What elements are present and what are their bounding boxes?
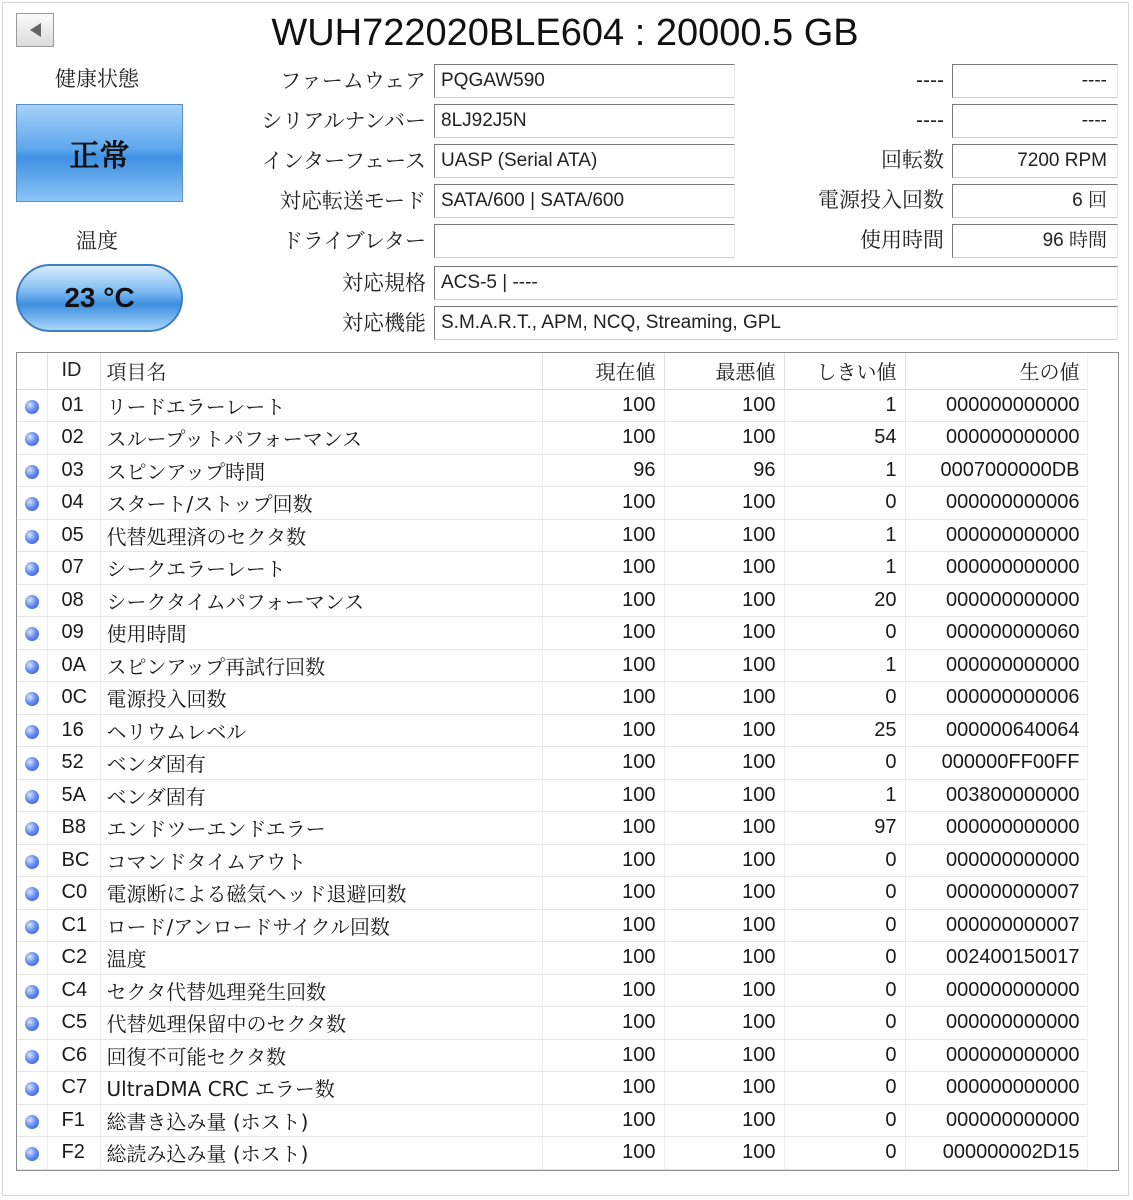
row-name: エンドツーエンドエラー xyxy=(100,812,542,845)
row-current: 100 xyxy=(542,617,664,650)
table-row[interactable] xyxy=(17,454,1088,487)
row-threshold: 1 xyxy=(784,389,905,422)
row-current: 100 xyxy=(542,942,664,975)
row-id: 04 xyxy=(47,487,100,520)
status-dot-icon xyxy=(17,1137,47,1170)
status-good-icon xyxy=(25,692,39,706)
standard-field: ACS-5 | ---- xyxy=(434,266,1118,300)
row-worst: 100 xyxy=(664,649,784,682)
table-row[interactable] xyxy=(17,747,1088,780)
status-dot-icon xyxy=(17,617,47,650)
row-name: UltraDMA CRC エラー数 xyxy=(100,1072,542,1105)
status-good-icon xyxy=(25,465,39,479)
row-current: 100 xyxy=(542,682,664,715)
status-good-icon xyxy=(25,1050,39,1064)
row-id: 09 xyxy=(47,617,100,650)
status-dot-icon xyxy=(17,942,47,975)
row-name: シークタイムパフォーマンス xyxy=(100,584,542,617)
row-id: 02 xyxy=(47,422,100,455)
row-raw: 000000000000 xyxy=(905,552,1088,585)
transfer-mode-label: 対応転送モード xyxy=(279,189,426,213)
buffer-size-label: ---- xyxy=(916,69,944,92)
row-id: BC xyxy=(47,844,100,877)
row-name: 電源投入回数 xyxy=(100,682,542,715)
row-id: B8 xyxy=(47,812,100,845)
table-row[interactable] xyxy=(17,617,1088,650)
row-current: 100 xyxy=(542,974,664,1007)
row-worst: 100 xyxy=(664,877,784,910)
row-worst: 100 xyxy=(664,584,784,617)
row-id: 52 xyxy=(47,747,100,780)
row-worst: 100 xyxy=(664,617,784,650)
row-worst: 100 xyxy=(664,519,784,552)
row-raw: 000000000000 xyxy=(905,422,1088,455)
header-id[interactable]: ID xyxy=(47,353,100,389)
row-worst: 100 xyxy=(664,1072,784,1105)
row-name: 総読み込み量 (ホスト) xyxy=(100,1137,542,1170)
table-row[interactable] xyxy=(17,909,1088,942)
row-raw: 000000FF00FF xyxy=(905,747,1088,780)
row-raw: 000000000060 xyxy=(905,617,1088,650)
row-threshold: 25 xyxy=(784,714,905,747)
row-worst: 100 xyxy=(664,844,784,877)
row-raw: 000000000000 xyxy=(905,1039,1088,1072)
table-row[interactable] xyxy=(17,1137,1088,1170)
row-name: ヘリウムレベル xyxy=(100,714,542,747)
status-dot-icon xyxy=(17,974,47,1007)
row-worst: 100 xyxy=(664,1104,784,1137)
header-status[interactable] xyxy=(17,353,47,389)
status-good-icon xyxy=(25,790,39,804)
status-dot-icon xyxy=(17,909,47,942)
row-id: 01 xyxy=(47,389,100,422)
nv-cache-field: ---- xyxy=(952,104,1118,138)
row-threshold: 0 xyxy=(784,1007,905,1040)
row-worst: 100 xyxy=(664,422,784,455)
row-raw: 000000000000 xyxy=(905,389,1088,422)
row-name: スタート/ストップ回数 xyxy=(100,487,542,520)
row-current: 100 xyxy=(542,877,664,910)
temperature-label: 温度 xyxy=(76,229,118,253)
status-dot-icon xyxy=(17,389,47,422)
table-header-row xyxy=(17,353,1088,389)
row-current: 100 xyxy=(542,487,664,520)
header-raw[interactable]: 生の値 xyxy=(905,353,1088,389)
power-on-hours-field: 96 時間 xyxy=(952,224,1118,258)
status-good-icon xyxy=(25,822,39,836)
status-good-icon xyxy=(25,952,39,966)
row-name: ベンダ固有 xyxy=(100,747,542,780)
row-threshold: 0 xyxy=(784,974,905,1007)
disk-title: WUH722020BLE604 : 20000.5 GB xyxy=(271,12,859,54)
status-dot-icon xyxy=(17,1007,47,1040)
row-current: 100 xyxy=(542,1007,664,1040)
row-current: 100 xyxy=(542,649,664,682)
features-label: 対応機能 xyxy=(342,311,426,335)
table-row[interactable] xyxy=(17,1104,1088,1137)
row-current: 100 xyxy=(542,584,664,617)
row-threshold: 0 xyxy=(784,617,905,650)
status-dot-icon xyxy=(17,487,47,520)
row-id: 0C xyxy=(47,682,100,715)
table-row[interactable] xyxy=(17,812,1088,845)
row-threshold: 20 xyxy=(784,584,905,617)
rotation-rate-label: 回転数 xyxy=(881,149,944,172)
row-threshold: 1 xyxy=(784,454,905,487)
row-id: F1 xyxy=(47,1104,100,1137)
row-raw: 000000640064 xyxy=(905,714,1088,747)
status-good-icon xyxy=(25,400,39,414)
row-raw: 000000000007 xyxy=(905,909,1088,942)
firmware-field: PQGAW590 xyxy=(434,64,735,98)
status-good-icon xyxy=(25,595,39,609)
row-current: 100 xyxy=(542,422,664,455)
table-row[interactable] xyxy=(17,844,1088,877)
row-threshold: 1 xyxy=(784,779,905,812)
row-raw: 003800000000 xyxy=(905,779,1088,812)
status-dot-icon xyxy=(17,1072,47,1105)
row-id: 16 xyxy=(47,714,100,747)
row-id: C0 xyxy=(47,877,100,910)
row-threshold: 0 xyxy=(784,909,905,942)
row-threshold: 1 xyxy=(784,649,905,682)
row-name: スピンアップ再試行回数 xyxy=(100,649,542,682)
firmware-label: ファームウェア xyxy=(280,69,426,93)
row-raw: 000000000000 xyxy=(905,519,1088,552)
status-good-icon xyxy=(25,855,39,869)
buffer-size-field: ---- xyxy=(952,64,1118,98)
status-good-icon xyxy=(25,757,39,771)
table-row[interactable] xyxy=(17,1039,1088,1072)
status-good-icon xyxy=(25,1147,39,1161)
status-dot-icon xyxy=(17,519,47,552)
row-current: 100 xyxy=(542,1104,664,1137)
row-raw: 000000000000 xyxy=(905,974,1088,1007)
status-dot-icon xyxy=(17,1104,47,1137)
table-scrollbar[interactable] xyxy=(1087,353,1118,1170)
row-id: F2 xyxy=(47,1137,100,1170)
row-current: 100 xyxy=(542,552,664,585)
status-good-icon xyxy=(25,432,39,446)
row-worst: 100 xyxy=(664,942,784,975)
row-id: 05 xyxy=(47,519,100,552)
row-name: 回復不可能セクタ数 xyxy=(100,1039,542,1072)
row-current: 100 xyxy=(542,1137,664,1170)
row-worst: 100 xyxy=(664,714,784,747)
row-id: 0A xyxy=(47,649,100,682)
status-dot-icon xyxy=(17,584,47,617)
row-threshold: 0 xyxy=(784,1072,905,1105)
row-id: C4 xyxy=(47,974,100,1007)
drive-letter-field xyxy=(434,224,735,258)
status-good-icon xyxy=(25,920,39,934)
row-name: 代替処理保留中のセクタ数 xyxy=(100,1007,542,1040)
row-threshold: 1 xyxy=(784,519,905,552)
status-good-icon xyxy=(25,497,39,511)
row-name: リードエラーレート xyxy=(100,389,542,422)
serial-number-field: 8LJ92J5N xyxy=(434,104,735,138)
features-field: S.M.A.R.T., APM, NCQ, Streaming, GPL xyxy=(434,306,1118,340)
row-raw: 002400150017 xyxy=(905,942,1088,975)
row-raw: 000000000007 xyxy=(905,877,1088,910)
row-worst: 100 xyxy=(664,974,784,1007)
row-threshold: 0 xyxy=(784,844,905,877)
row-name: セクタ代替処理発生回数 xyxy=(100,974,542,1007)
status-dot-icon xyxy=(17,649,47,682)
row-worst: 100 xyxy=(664,747,784,780)
status-good-icon xyxy=(25,1082,39,1096)
row-worst: 100 xyxy=(664,682,784,715)
table-row[interactable] xyxy=(17,1072,1088,1105)
row-name: ロード/アンロードサイクル回数 xyxy=(100,909,542,942)
row-threshold: 0 xyxy=(784,487,905,520)
row-id: C7 xyxy=(47,1072,100,1105)
row-name: スループットパフォーマンス xyxy=(100,422,542,455)
row-name: 温度 xyxy=(100,942,542,975)
previous-disk-button[interactable] xyxy=(16,13,54,47)
header-threshold[interactable]: しきい値 xyxy=(784,353,905,389)
status-good-icon xyxy=(25,1115,39,1129)
status-dot-icon xyxy=(17,552,47,585)
table-row[interactable] xyxy=(17,877,1088,910)
row-worst: 100 xyxy=(664,1039,784,1072)
row-worst: 100 xyxy=(664,812,784,845)
row-current: 100 xyxy=(542,779,664,812)
row-id: C1 xyxy=(47,909,100,942)
drive-letter-label: ドライブレター xyxy=(281,229,426,253)
status-good-icon xyxy=(25,562,39,576)
row-raw: 000000000000 xyxy=(905,1104,1088,1137)
smart-table[interactable] xyxy=(16,352,1119,1171)
temperature-badge[interactable]: 23 °C xyxy=(16,264,183,332)
row-id: 08 xyxy=(47,584,100,617)
row-id: 5A xyxy=(47,779,100,812)
health-status-badge[interactable]: 正常 xyxy=(16,104,183,202)
row-current: 100 xyxy=(542,844,664,877)
status-dot-icon xyxy=(17,454,47,487)
row-name: 電源断による磁気ヘッド退避回数 xyxy=(100,877,542,910)
row-current: 100 xyxy=(542,714,664,747)
row-id: C2 xyxy=(47,942,100,975)
status-good-icon xyxy=(25,725,39,739)
table-row[interactable] xyxy=(17,389,1088,422)
row-current: 100 xyxy=(542,747,664,780)
status-good-icon xyxy=(25,660,39,674)
row-current: 100 xyxy=(542,519,664,552)
table-row[interactable] xyxy=(17,974,1088,1007)
table-row[interactable] xyxy=(17,649,1088,682)
row-name: 総書き込み量 (ホスト) xyxy=(100,1104,542,1137)
table-row[interactable] xyxy=(17,552,1088,585)
power-on-count-label: 電源投入回数 xyxy=(818,189,944,212)
rotation-rate-field: 7200 RPM xyxy=(952,144,1118,178)
row-current: 100 xyxy=(542,909,664,942)
status-good-icon xyxy=(25,530,39,544)
table-row[interactable] xyxy=(17,519,1088,552)
table-row[interactable] xyxy=(17,942,1088,975)
triangle-left-icon xyxy=(28,22,42,38)
header-worst[interactable]: 最悪値 xyxy=(664,353,784,389)
row-threshold: 0 xyxy=(784,682,905,715)
row-raw: 000000000006 xyxy=(905,487,1088,520)
header-name[interactable]: 項目名 xyxy=(100,353,542,389)
status-dot-icon xyxy=(17,682,47,715)
row-threshold: 54 xyxy=(784,422,905,455)
status-good-icon xyxy=(25,887,39,901)
row-threshold: 0 xyxy=(784,1039,905,1072)
row-threshold: 0 xyxy=(784,1137,905,1170)
row-worst: 96 xyxy=(664,454,784,487)
status-dot-icon xyxy=(17,1039,47,1072)
standard-label: 対応規格 xyxy=(342,271,426,295)
row-worst: 100 xyxy=(664,1007,784,1040)
status-dot-icon xyxy=(17,779,47,812)
row-raw: 000000000000 xyxy=(905,584,1088,617)
health-label: 健康状態 xyxy=(55,67,139,91)
row-current: 100 xyxy=(542,812,664,845)
status-good-icon xyxy=(25,985,39,999)
power-on-hours-label: 使用時間 xyxy=(860,229,944,252)
row-threshold: 1 xyxy=(784,552,905,585)
row-raw: 000000002D15 xyxy=(905,1137,1088,1170)
row-raw: 0007000000DB xyxy=(905,454,1088,487)
row-threshold: 97 xyxy=(784,812,905,845)
power-on-count-field: 6 回 xyxy=(952,184,1118,218)
row-raw: 000000000000 xyxy=(905,1007,1088,1040)
status-dot-icon xyxy=(17,812,47,845)
status-dot-icon xyxy=(17,714,47,747)
row-worst: 100 xyxy=(664,779,784,812)
row-raw: 000000000000 xyxy=(905,1072,1088,1105)
interface-field: UASP (Serial ATA) xyxy=(434,144,735,178)
row-id: 07 xyxy=(47,552,100,585)
status-dot-icon xyxy=(17,422,47,455)
table-row[interactable] xyxy=(17,779,1088,812)
row-id: 03 xyxy=(47,454,100,487)
row-current: 96 xyxy=(542,454,664,487)
nv-cache-label: ---- xyxy=(916,109,944,132)
row-name: 代替処理済のセクタ数 xyxy=(100,519,542,552)
row-name: コマンドタイムアウト xyxy=(100,844,542,877)
table-row[interactable] xyxy=(17,1007,1088,1040)
table-row[interactable] xyxy=(17,682,1088,715)
table-row[interactable] xyxy=(17,714,1088,747)
row-raw: 000000000000 xyxy=(905,812,1088,845)
transfer-mode-field: SATA/600 | SATA/600 xyxy=(434,184,735,218)
row-threshold: 0 xyxy=(784,942,905,975)
row-raw: 000000000000 xyxy=(905,844,1088,877)
table-row[interactable] xyxy=(17,584,1088,617)
row-worst: 100 xyxy=(664,552,784,585)
row-current: 100 xyxy=(542,1039,664,1072)
row-name: ベンダ固有 xyxy=(100,779,542,812)
status-good-icon xyxy=(25,627,39,641)
row-raw: 000000000000 xyxy=(905,649,1088,682)
row-name: シークエラーレート xyxy=(100,552,542,585)
row-worst: 100 xyxy=(664,1137,784,1170)
row-current: 100 xyxy=(542,1072,664,1105)
row-name: スピンアップ時間 xyxy=(100,454,542,487)
status-dot-icon xyxy=(17,844,47,877)
status-good-icon xyxy=(25,1017,39,1031)
status-dot-icon xyxy=(17,877,47,910)
row-worst: 100 xyxy=(664,389,784,422)
header-current[interactable]: 現在値 xyxy=(542,353,664,389)
row-id: C6 xyxy=(47,1039,100,1072)
row-worst: 100 xyxy=(664,909,784,942)
row-name: 使用時間 xyxy=(100,617,542,650)
table-row[interactable] xyxy=(17,422,1088,455)
row-raw: 000000000006 xyxy=(905,682,1088,715)
serial-number-label: シリアルナンバー xyxy=(261,109,426,133)
interface-label: インターフェース xyxy=(261,149,426,173)
row-worst: 100 xyxy=(664,487,784,520)
row-threshold: 0 xyxy=(784,747,905,780)
status-dot-icon xyxy=(17,747,47,780)
row-threshold: 0 xyxy=(784,1104,905,1137)
row-current: 100 xyxy=(542,389,664,422)
row-id: C5 xyxy=(47,1007,100,1040)
table-row[interactable] xyxy=(17,487,1088,520)
row-threshold: 0 xyxy=(784,877,905,910)
